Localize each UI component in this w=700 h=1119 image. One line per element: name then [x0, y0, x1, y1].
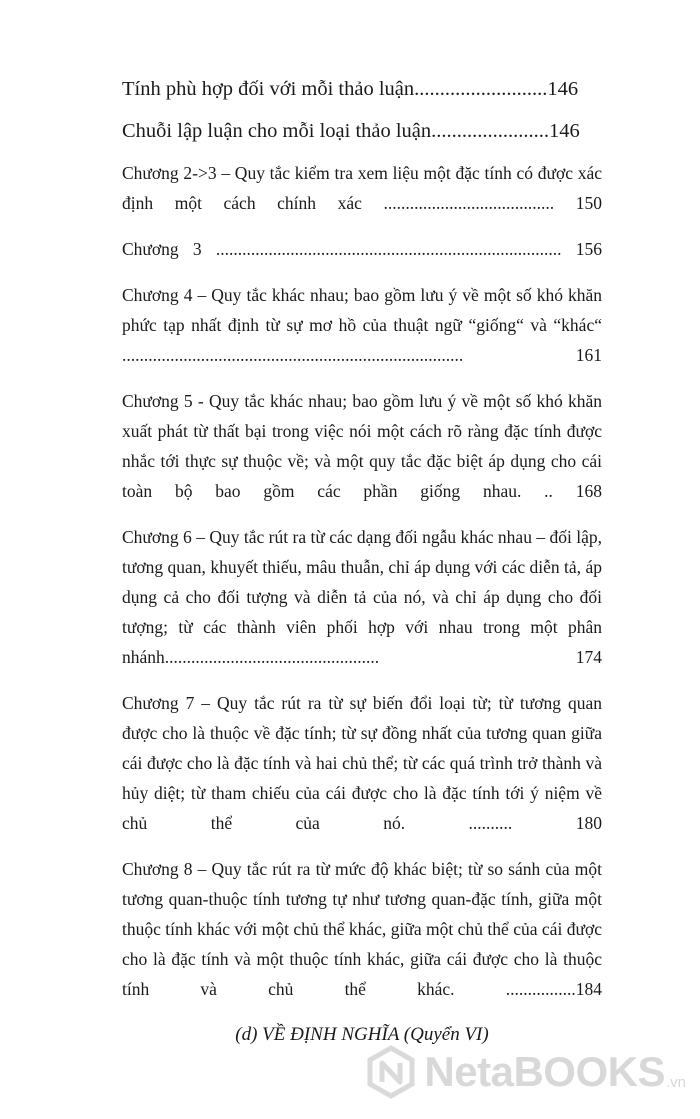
toc-entry-tinh-phu-hop: Tính phù hợp đối với mỗi thảo luận..........................146 — [122, 78, 579, 100]
section-title: (d) VỀ ĐỊNH NGHĨA (Quyển VI) — [235, 1024, 489, 1045]
toc-entry-chuong-2-3: Chương 2->3 – Quy tắc kiểm tra xem liệu một đặc tính có được xác định một cách chính xác ....................................... 150 — [122, 163, 602, 213]
table-of-contents — [122, 74, 602, 1046]
toc-entry-chuoi-lap-luan: Chuỗi lập luận cho mỗi loại thảo luận.......................146 — [122, 120, 580, 142]
toc-entry-chuong-7: Chương 7 – Quy tắc rút ra từ sự biến đổi loại từ; từ tương quan được cho là thuộc về đặc tính; từ sự đồng nhất của tương quan giữa cái được cho là đặc tính và hai chủ thể; từ các quá trình trở thành và hủy diệt; từ tham chiếu của cái được cho là đặc tính tới ý niệm về chủ thể của nó. .......... 180 — [122, 693, 602, 833]
toc-entry-chuong-4: Chương 4 – Quy tắc khác nhau; bao gồm lưu ý về một số khó khăn phức tạp nhất định từ sự mơ hồ của thuật ngữ “giống“ và “khác“ .............................................................................. 161 — [122, 285, 602, 365]
netabooks-watermark — [364, 1045, 686, 1099]
toc-entry-chuong-3: Chương 3 ............................................................................... 156 — [122, 239, 602, 259]
toc-entry-chuong-8: Chương 8 – Quy tắc rút ra từ mức độ khác biệt; từ so sánh của một tương quan-thuộc tính tương tự như tương quan-đặc tính, giữa một thuộc tính khác với một chủ thể khác, giữa một chủ thể của cái được cho là đặc tính và một thuộc tính khác, giữa cái được cho là thuộc tính và chủ thể khác. ................184 — [122, 859, 602, 999]
watermark-brand: NetaBOOKS — [424, 1048, 665, 1095]
toc-entry-chuong-6: Chương 6 – Quy tắc rút ra từ các dạng đối ngẫu khác nhau – đối lập, tương quan, khuyết thiếu, mâu thuẫn, chỉ áp dụng với các diễn tả, áp dụng cả cho đối tượng và diễn tả của nó, và chỉ áp dụng cho đối tượng; từ các thành viên phối hợp với nhau trong một phân nhánh................................................. 174 — [122, 527, 602, 667]
watermark-suffix: .vn — [665, 1074, 686, 1091]
netabooks-logo-icon — [364, 1045, 418, 1099]
toc-entry-chuong-5: Chương 5 - Quy tắc khác nhau; bao gồm lưu ý về một số khó khăn xuất phát từ thất bại trong việc nói một cách rõ ràng đặc tính được nhắc tới thực sự thuộc về; và một quy tắc đặc biệt áp dụng cho cái toàn bộ bao gồm các phần giống nhau. .. 168 — [122, 391, 602, 501]
